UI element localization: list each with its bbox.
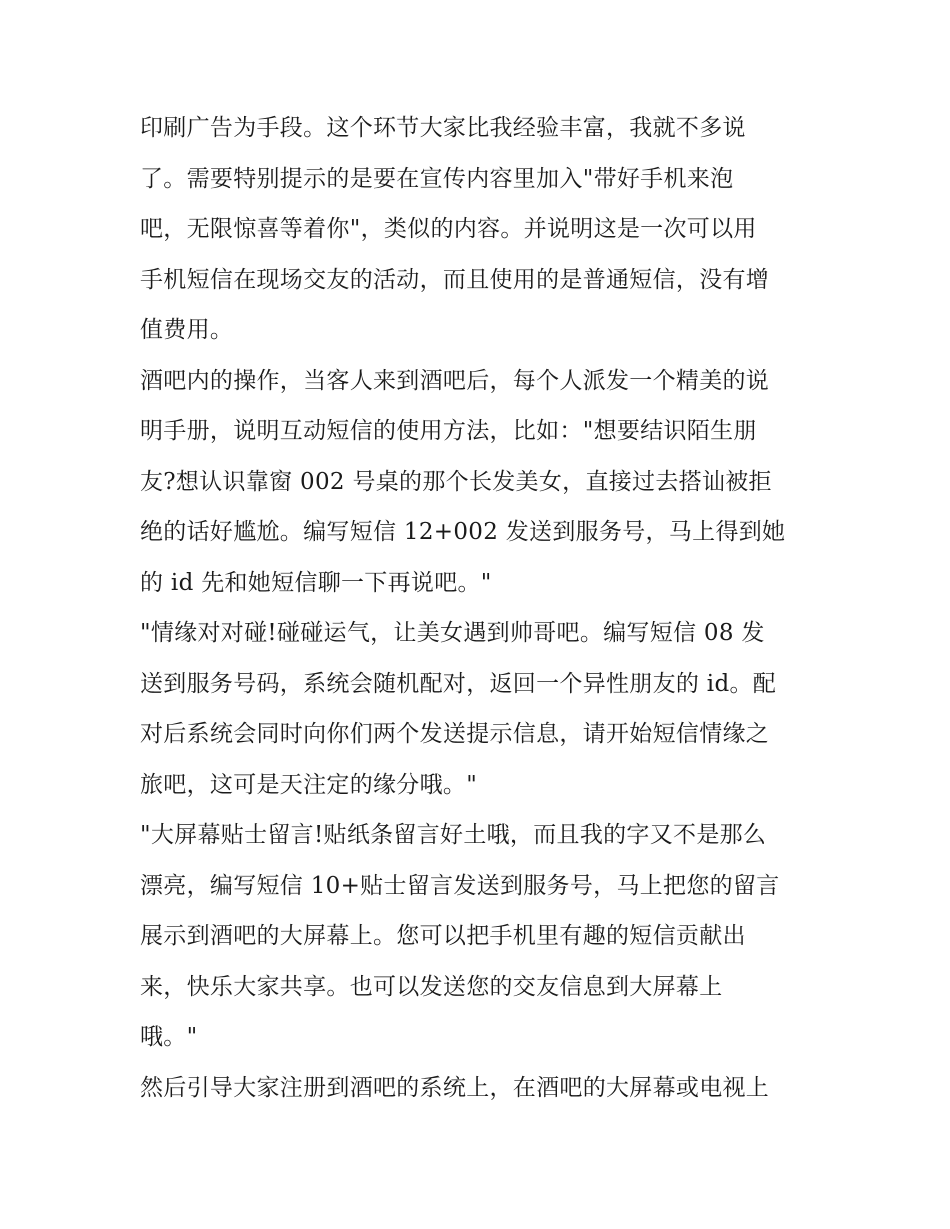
- text-line: 酒吧内的操作，当客人来到酒吧后，每个人派发一个精美的说: [140, 367, 770, 394]
- text-line: 然后引导大家注册到酒吧的系统上，在酒吧的大屏幕或电视上: [140, 1074, 770, 1101]
- text-line: 的 id 先和她短信聊一下再说吧。": [140, 569, 492, 596]
- text-line: 对后系统会同时向你们两个发送提示信息，请开始短信情缘之: [140, 721, 770, 747]
- text-line: 友?想认识靠窗 002 号桌的那个长发美女，直接过去搭讪被拒: [140, 468, 772, 495]
- text-line: 来，快乐大家共享。也可以发送您的交友信息到大屏幕上: [140, 973, 723, 1000]
- document-body: [140, 103, 820, 1113]
- text-line: 手机短信在现场交友的活动，而且使用的是普通短信，没有增: [140, 266, 770, 293]
- text-line: 了。需要特别提示的是要在宣传内容里加入"带好手机来泡: [140, 165, 734, 192]
- text-line: 印刷广告为手段。这个环节大家比我经验丰富，我就不多说: [140, 115, 746, 141]
- text-line: 值费用。: [140, 317, 234, 343]
- text-line: 旅吧，这可是天注定的缘分哦。": [140, 771, 478, 798]
- text-line: "大屏幕贴士留言!贴纸条留言好土哦，而且我的字又不是那么: [140, 822, 767, 848]
- text-line: 展示到酒吧的大屏幕上。您可以把手机里有趣的短信贡献出: [140, 923, 746, 949]
- text-line: 送到服务号码，系统会随机配对，返回一个异性朋友的 id。配: [140, 670, 777, 697]
- text-line: 绝的话好尴尬。编写短信 12+002 发送到服务号，马上得到她: [140, 519, 786, 545]
- text-line: 漂亮，编写短信 10+贴士留言发送到服务号，马上把您的留言: [140, 872, 780, 899]
- text-line: 哦。": [140, 1024, 198, 1050]
- text-line: "情缘对对碰!碰碰运气，让美女遇到帅哥吧。编写短信 08 发: [140, 620, 765, 646]
- text-line: 明手册，说明互动短信的使用方法，比如："想要结识陌生朋: [140, 418, 757, 444]
- text-line: 吧，无限惊喜等着你"，类似的内容。并说明这是一次可以用: [140, 216, 757, 242]
